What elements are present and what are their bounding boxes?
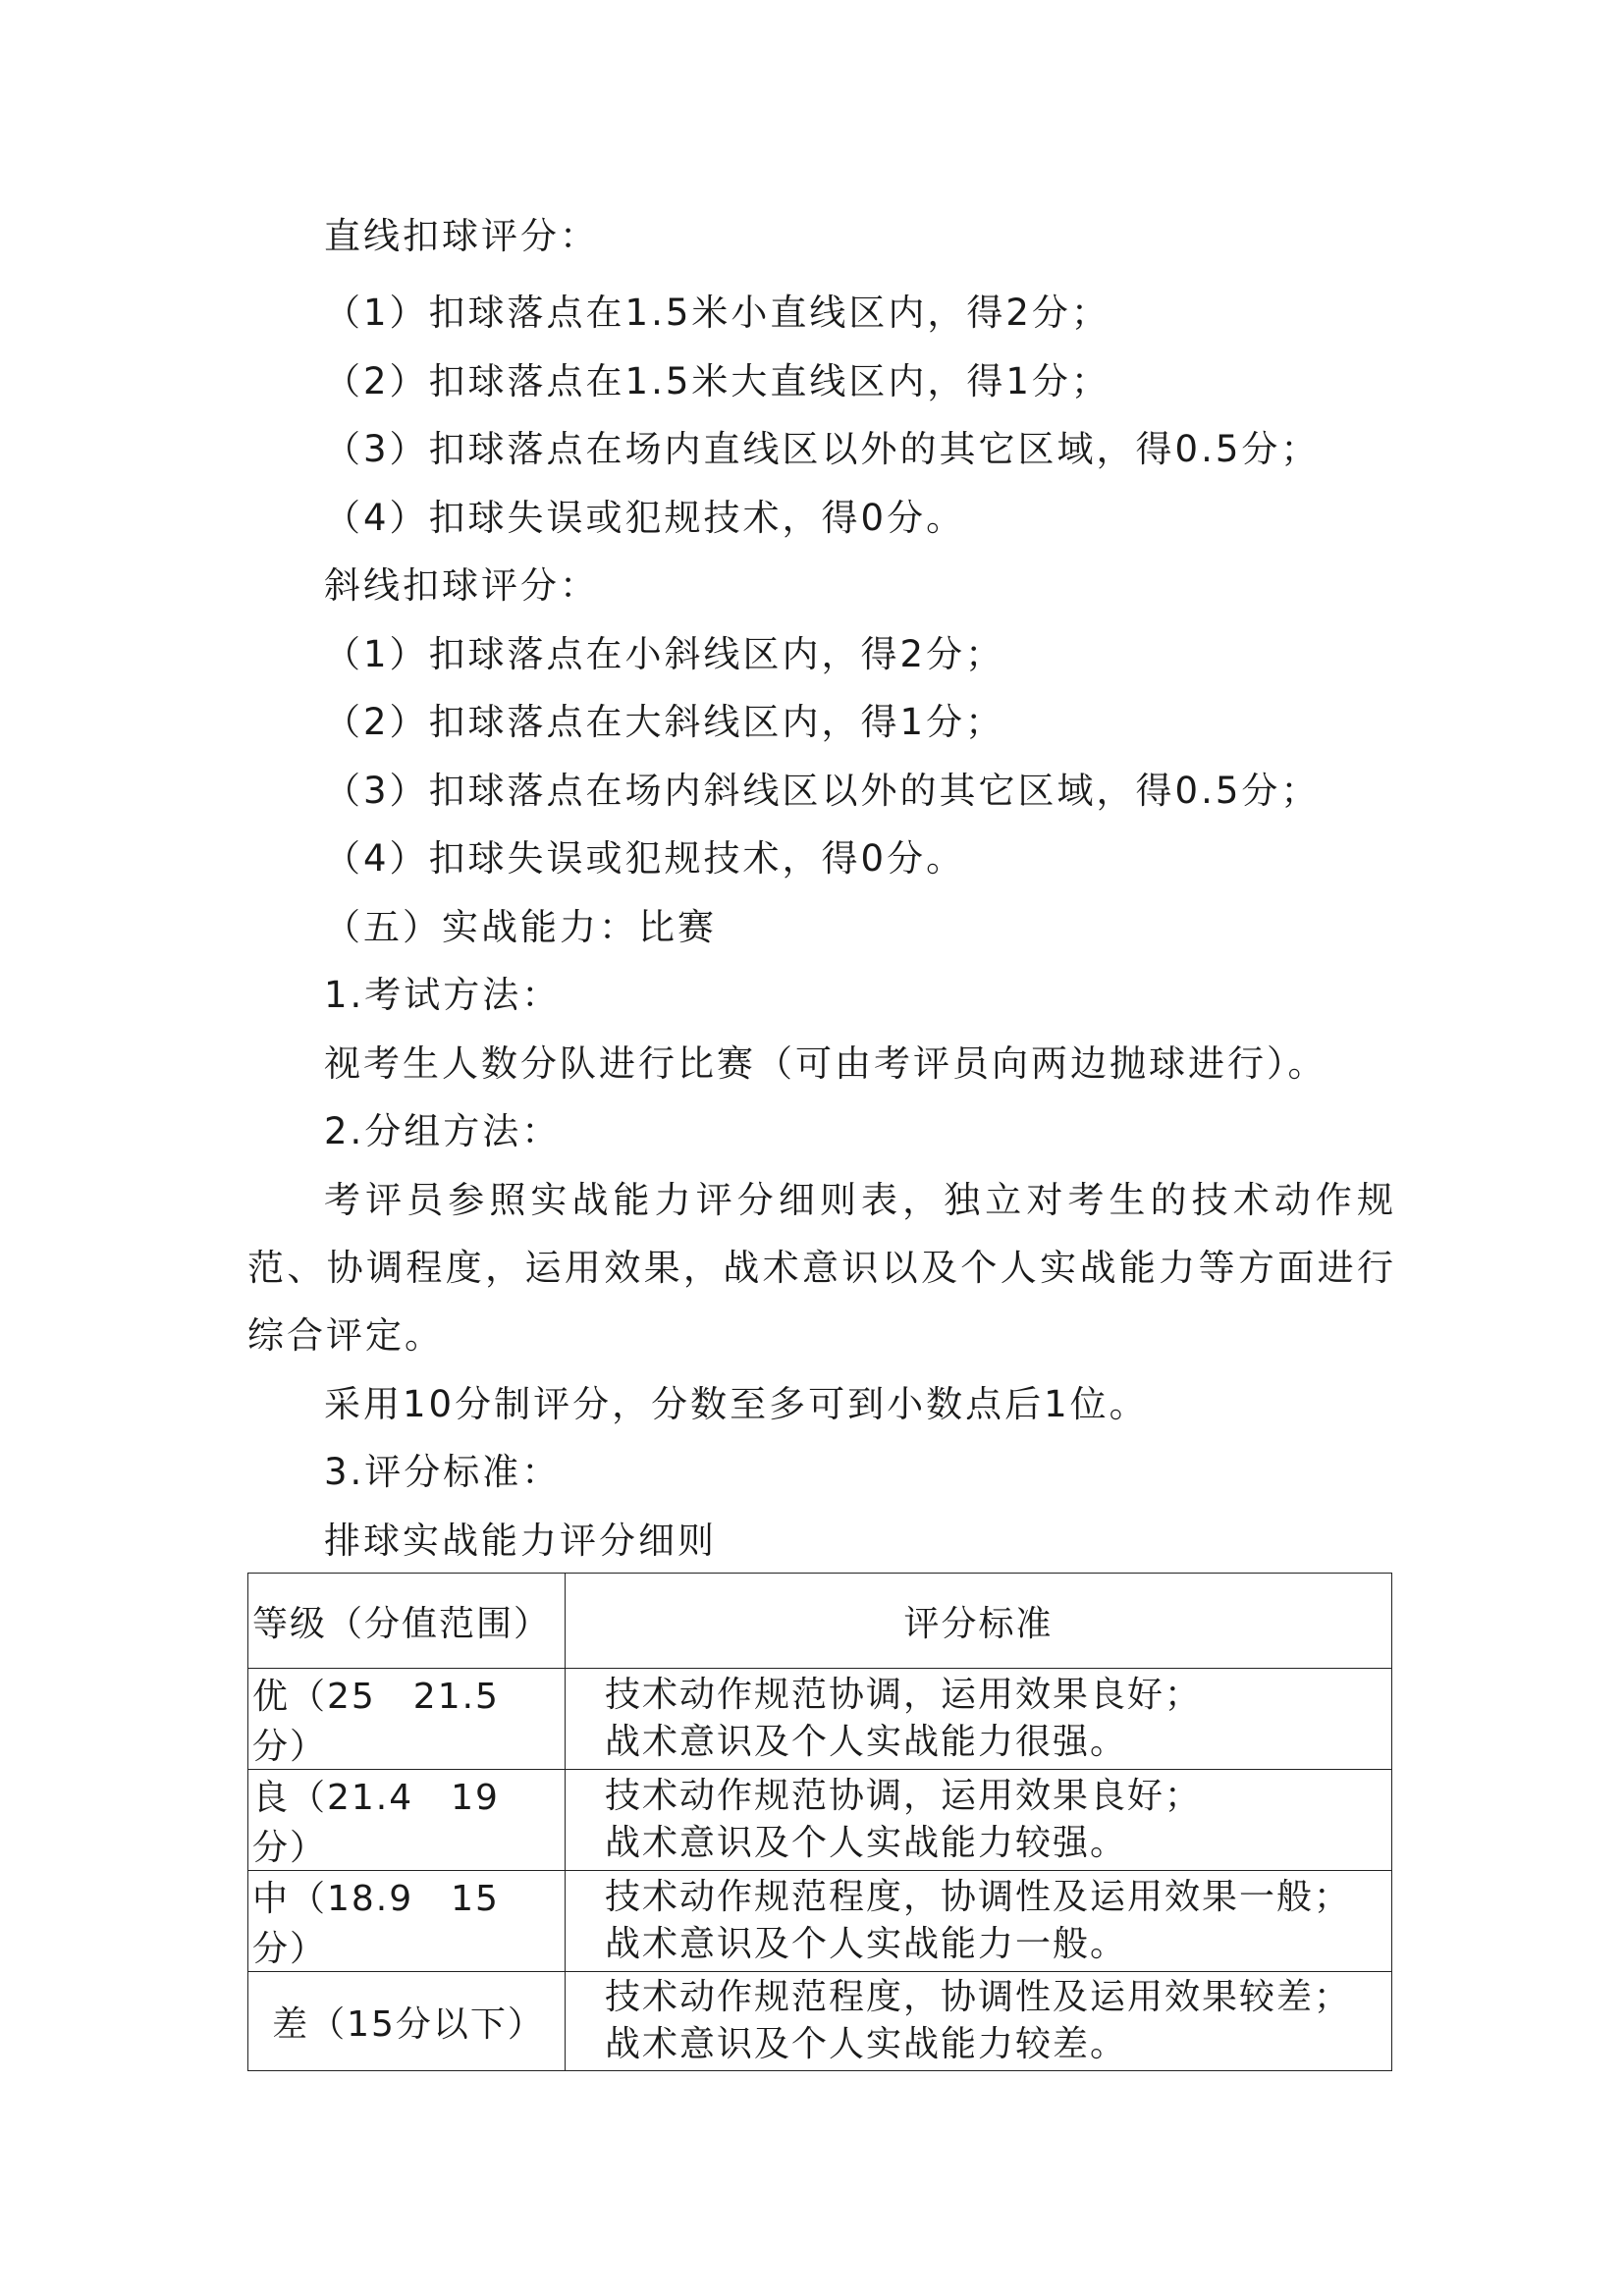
section5-title: （五）实战能力：比赛 <box>324 906 717 948</box>
diagonal-heading: 斜线扣球评分： <box>324 564 599 607</box>
header-grade: 等级（分值范围） <box>248 1574 566 1669</box>
standard-line: 技术动作规范协调，运用效果良好； <box>605 1776 1203 1816</box>
standard-line: 战术意识及个人实战能力一般。 <box>605 1924 1128 1964</box>
standard-line: 技术动作规范协调，运用效果良好； <box>605 1675 1203 1715</box>
standard-cell <box>566 1972 1392 2071</box>
grade-cell: 良（21.4 19 分） <box>248 1770 566 1871</box>
standard-line: 技术动作规范程度，协调性及运用效果一般； <box>605 1877 1352 1917</box>
diagonal-item-2: （2）扣球落点在大斜线区内，得1分； <box>324 701 1005 743</box>
grade-cell: 优（25 21.5 分） <box>248 1669 566 1770</box>
scoring-text: 采用10分制评分，分数至多可到小数点后1位。 <box>324 1383 1149 1425</box>
standard-heading: 3.评分标准： <box>324 1451 562 1493</box>
standard-line: 战术意识及个人实战能力很强。 <box>605 1722 1128 1762</box>
method-text: 视考生人数分队进行比赛（可由考评员向两边抛球进行）。 <box>324 1042 1327 1085</box>
standard-line: 技术动作规范程度，协调性及运用效果较差； <box>605 1977 1352 2017</box>
straight-item-2: （2）扣球落点在1.5米大直线区内，得1分； <box>324 360 1110 402</box>
group-heading: 2.分组方法： <box>324 1110 562 1152</box>
grade-cell: 差（15分以下） <box>248 1972 566 2071</box>
straight-item-3: （3）扣球落点在场内直线区以外的其它区域，得0.5分； <box>324 428 1321 470</box>
standard-cell <box>566 1669 1392 1770</box>
scoring-table <box>247 1573 1392 2071</box>
standard-cell <box>566 1871 1392 1972</box>
table-row <box>248 1972 1392 2071</box>
diagonal-item-4: （4）扣球失误或犯规技术，得0分。 <box>324 837 966 880</box>
table-row <box>248 1669 1392 1770</box>
method-heading: 1.考试方法： <box>324 974 562 1016</box>
standard-cell <box>566 1770 1392 1871</box>
straight-heading: 直线扣球评分： <box>324 215 599 257</box>
diagonal-item-3: （3）扣球落点在场内斜线区以外的其它区域，得0.5分； <box>324 770 1321 812</box>
straight-item-4: （4）扣球失误或犯规技术，得0分。 <box>324 497 966 539</box>
standard-line: 战术意识及个人实战能力较差。 <box>605 2024 1128 2064</box>
table-header-row <box>248 1574 1392 1669</box>
diagonal-item-1: （1）扣球落点在小斜线区内，得2分； <box>324 633 1005 675</box>
grade-cell: 中（18.9 15 分） <box>248 1871 566 1972</box>
table-title: 排球实战能力评分细则 <box>324 1520 717 1562</box>
table-row <box>248 1770 1392 1871</box>
standard-line: 战术意识及个人实战能力较强。 <box>605 1823 1128 1863</box>
header-standard: 评分标准 <box>566 1574 1392 1669</box>
table-row <box>248 1871 1392 1972</box>
straight-item-1: （1）扣球落点在1.5米小直线区内，得2分； <box>324 292 1110 334</box>
group-text: 考评员参照实战能力评分细则表，独立对考生的技术动作规范、协调程度，运用效果，战术意识以及个人实战能力等方面进行综合评定。 <box>247 1179 1396 1357</box>
